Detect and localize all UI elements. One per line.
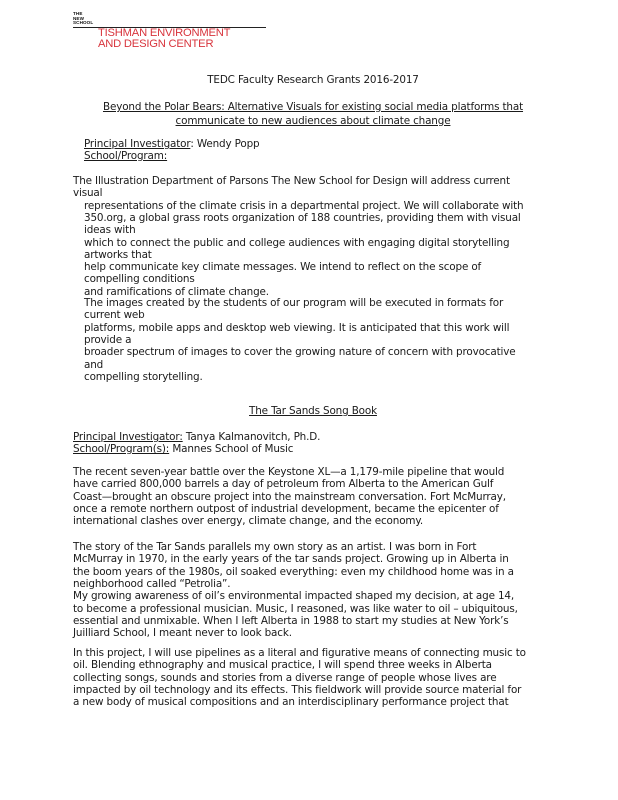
paragraph-line: which to connect the public and college audiences with engaging digital storytelling bbox=[84, 236, 510, 249]
project2-pi bbox=[73, 431, 320, 443]
paragraph-line: 350.org, a global grass roots organization of 188 countries, providing them with visual bbox=[84, 211, 521, 224]
new-school-wordmark bbox=[73, 12, 268, 26]
paragraph-line: essential and unmixable. When I left Alberta in 1988 to start my studies at New York’s bbox=[73, 614, 509, 627]
logo-line: AND DESIGN CENTER bbox=[98, 37, 214, 50]
logo-line: NEW bbox=[73, 15, 85, 21]
paragraph-line: international clashes over energy, climate change, and the economy. bbox=[73, 515, 424, 528]
paragraph-line: ideas with bbox=[84, 224, 136, 237]
project1-school-label: School/Program: bbox=[84, 150, 168, 162]
project1-title-line: Beyond the Polar Bears: Alternative Visuals for existing social media platforms that bbox=[102, 101, 524, 113]
school-label: School/Program(s): bbox=[73, 443, 170, 455]
project2-title: The Tar Sands Song Book bbox=[249, 405, 377, 417]
school-value: Mannes School of Music bbox=[169, 443, 294, 455]
paragraph-line: provide a bbox=[84, 333, 132, 346]
paragraph-line: collecting songs, sounds and stories from a diverse range of people whose lives are bbox=[73, 671, 497, 684]
tishman-logo bbox=[73, 11, 268, 50]
paragraph-line: visual bbox=[73, 187, 103, 200]
paragraph-line: My growing awareness of oil’s environmental impacted shaped my decision, at age 14, bbox=[73, 590, 515, 603]
logo-line: TISHMAN ENVIRONMENT bbox=[98, 27, 231, 39]
paragraph-line: and bbox=[84, 358, 104, 371]
paragraph-line: The images created by the students of our program will be executed in formats for bbox=[84, 297, 504, 309]
paragraph-line: platforms, mobile apps and desktop web viewing. It is anticipated that this work will bbox=[84, 321, 510, 334]
project1-pi bbox=[84, 138, 259, 150]
paragraph-line: the boom years of the 1980s, oil soaked everything: even my childhood home was in a bbox=[73, 565, 514, 578]
paragraph-line: a new body of musical compositions and an interdisciplinary performance project that bbox=[73, 696, 509, 709]
project1-title-line: communicate to new audiences about climate change bbox=[175, 115, 451, 127]
paragraph-line: McMurray in 1970, in the early years of the tar sands project. Growing up in Alberta in bbox=[73, 553, 509, 566]
paragraph-line: oil. Blending ethnography and musical practice, I will spend three weeks in Alberta bbox=[73, 659, 492, 672]
paragraph-line: current web bbox=[84, 309, 145, 322]
paragraph-line: Juilliard School, I meant never to look back. bbox=[73, 627, 292, 640]
tishman-center-name bbox=[98, 28, 230, 49]
paragraph-line: compelling conditions bbox=[84, 273, 195, 286]
pi-value: : Wendy Popp bbox=[190, 138, 260, 150]
paragraph-line: compelling storytelling. bbox=[84, 370, 203, 383]
paragraph-line: impacted by oil technology and its effects. This fieldwork will provide source material for bbox=[73, 683, 522, 696]
paragraph-line: representations of the climate crisis in a departmental project. We will collaborate with bbox=[84, 199, 524, 212]
pi-label: Principal Investigator: bbox=[73, 431, 183, 443]
paragraph-line: have carried 800,000 barrels a day of petroleum from Alberta to the American Gulf bbox=[73, 478, 494, 491]
pi-value: Tanya Kalmanovitch, Ph.D. bbox=[182, 431, 321, 443]
paragraph-line: artworks that bbox=[84, 248, 152, 261]
paragraph-line: help communicate key climate messages. We intend to reflect on the scope of bbox=[84, 261, 482, 274]
paragraph-line: Coast—brought an obscure project into the mainstream conversation. Fort McMurray, bbox=[73, 490, 506, 503]
paragraph-line: neighborhood called “Petrolia”. bbox=[73, 577, 231, 590]
paragraph-line: The story of the Tar Sands parallels my own story as an artist. I was born in Fort bbox=[73, 541, 477, 553]
project2-school bbox=[73, 443, 293, 455]
paragraph-line: to become a professional musician. Music, I reasoned, was like water to oil – ubiquitous, bbox=[73, 602, 518, 615]
paragraph-line: The recent seven-year battle over the Keystone XL—a 1,179-mile pipeline that would bbox=[73, 466, 505, 478]
paragraph-line: In this project, I will use pipelines as a literal and figurative means of connecting music to bbox=[73, 647, 526, 659]
logo-line: THE bbox=[73, 11, 83, 16]
document-title: TEDC Faculty Research Grants 2016-2017 bbox=[207, 74, 419, 86]
pi-label: Principal Investigator bbox=[84, 138, 191, 150]
logo-line: SCHOOL bbox=[73, 20, 94, 26]
paragraph-line: broader spectrum of images to cover the growing nature of concern with provocative bbox=[84, 346, 516, 359]
paragraph-line: once a remote northern outpost of industrial development, became the epicenter of bbox=[73, 502, 499, 515]
paragraph-line: The Illustration Department of Parsons The New School for Design will address current bbox=[73, 175, 510, 187]
paragraph-line: and ramifications of climate change. bbox=[84, 285, 269, 298]
